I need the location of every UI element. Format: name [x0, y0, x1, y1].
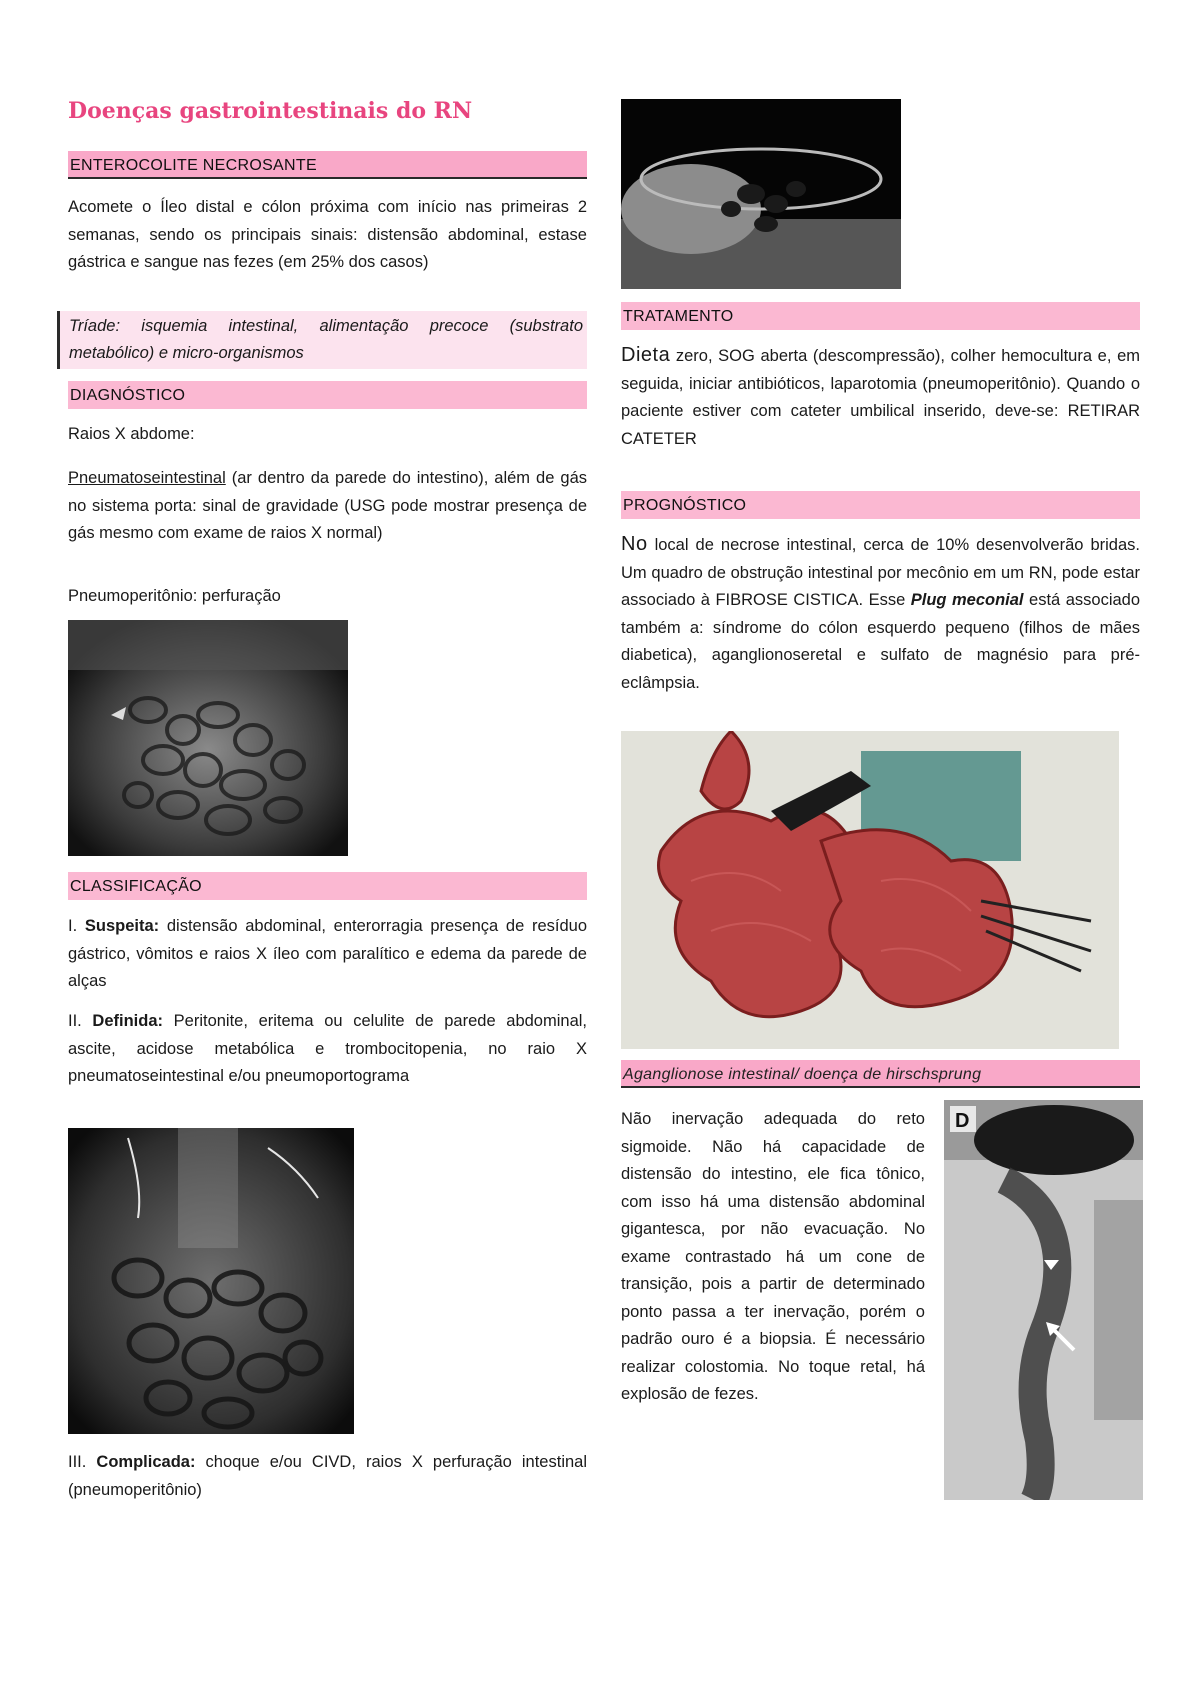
- section-header-prognostico: PROGNÓSTICO: [621, 491, 1140, 519]
- lateral-xray-image: [621, 99, 901, 289]
- tratamento-paragraph: [621, 342, 1140, 453]
- prognostico-paragraph: [621, 531, 1140, 697]
- pneumatose-rest: (ar dentro da parede do intestino), além de gás no sistema porta: sinal de gravidade (USG pode mostrar presença de gás mesmo com exame de raios X normal): [68, 469, 587, 542]
- section-header-enterocolite: ENTEROCOLITE NECROSANTE: [68, 151, 587, 179]
- section-header-classificacao: CLASSIFICAÇÃO: [68, 872, 587, 900]
- class-1-number: I.: [68, 917, 85, 935]
- abdominal-xray-image: [68, 620, 348, 856]
- class-1-label: Suspeita:: [84, 917, 160, 935]
- class-2-text: Peritonite, eritema ou celulite de parede abdominal, ascite, acidose metabólica e trombocitopenia, no raio X pneumatoseintestinal e/ou pneumoportograma: [68, 1012, 587, 1085]
- class-3-label: Complicada:: [96, 1453, 196, 1471]
- pneumatose-paragraph: [68, 465, 587, 548]
- prognostico-text-b: está associado também a: síndrome do cólon esquerdo pequeno (filhos de mães diabetica), aganglionoseretal e sulfato de magnésio para pré-eclâmpsia.: [621, 591, 1141, 692]
- enterocolite-description: Acomete o Íleo distal e cólon próxima com início nas primeiras 2 semanas, sendo os principais sinais: distensão abdominal, estase gástrica e sangue nas fezes (em 25% dos casos): [68, 198, 587, 271]
- section-header-aganglionose: Aganglionose intestinal/ doença de hirschsprung: [621, 1060, 1140, 1088]
- classification-suspeita: [68, 913, 587, 996]
- raios-x-label: Raios X abdome:: [68, 425, 195, 443]
- section-header-diagnostico: DIAGNÓSTICO: [68, 381, 587, 409]
- classification-complicada: [68, 1449, 587, 1504]
- tratamento-text: zero, SOG aberta (descompressão), colher hemocultura e, em seguida, iniciar antibióticos, laparotomia (pneumoperitônio). Quando o paciente estiver com cateter umbilical inserido, deve-se: RETIRAR CATETER: [621, 347, 1140, 448]
- prognostico-first-word: No: [621, 533, 648, 555]
- pneumatose-term: Pneumatoseintestinal: [68, 469, 226, 487]
- class-3-text: choque e/ou CIVD, raios X perfuração intestinal (pneumoperitônio): [68, 1453, 587, 1499]
- triad-callout: Tríade: isquemia intestinal, alimentação precoce (substrato metabólico) e micro-organismos: [57, 311, 587, 369]
- figure-label: D: [955, 1110, 970, 1132]
- section-header-tratamento: TRATAMENTO: [621, 302, 1140, 330]
- plug-meconial-term: Plug meconial: [910, 591, 1024, 609]
- classification-definida: [68, 1008, 587, 1091]
- contrast-enema-image: [944, 1100, 1143, 1500]
- class-3-number: III.: [68, 1453, 97, 1471]
- class-1-text: distensão abdominal, enterorragia presença de resíduo gástrico, vômitos e raios X íleo com paralítico e edema da parede de alças: [68, 917, 588, 990]
- class-2-label: Definida:: [92, 1012, 163, 1030]
- class-2-number: II.: [68, 1012, 93, 1030]
- document-title: Doenças gastrointestinais do RN: [68, 98, 473, 124]
- surgical-photo: [621, 731, 1119, 1049]
- prognostico-text-a: local de necrose intestinal, cerca de 10% desenvolverão bridas. Um quadro de obstrução intestinal por mecônio em um RN, pode estar associado à FIBROSE CISTICA. Esse: [621, 536, 1140, 609]
- aganglionose-paragraph: Não inervação adequada do reto sigmoide. Não há capacidade de distensão do intestino, ele fica tônico, com isso há uma distensão abdominal gigantesca, por não evacuação. No exame contrastado há um cone de transição, pois a partir de determinado ponto passa a ter inervação, porém o padrão ouro é a biopsia. É necessário realizar colostomia. No toque retal, há explosão de fezes.: [621, 1110, 925, 1403]
- pneumoperitonio-line: Pneumoperitônio: perfuração: [68, 587, 281, 605]
- tratamento-first-word: Dieta: [621, 344, 671, 366]
- abdominal-xray-image-2: [68, 1128, 354, 1434]
